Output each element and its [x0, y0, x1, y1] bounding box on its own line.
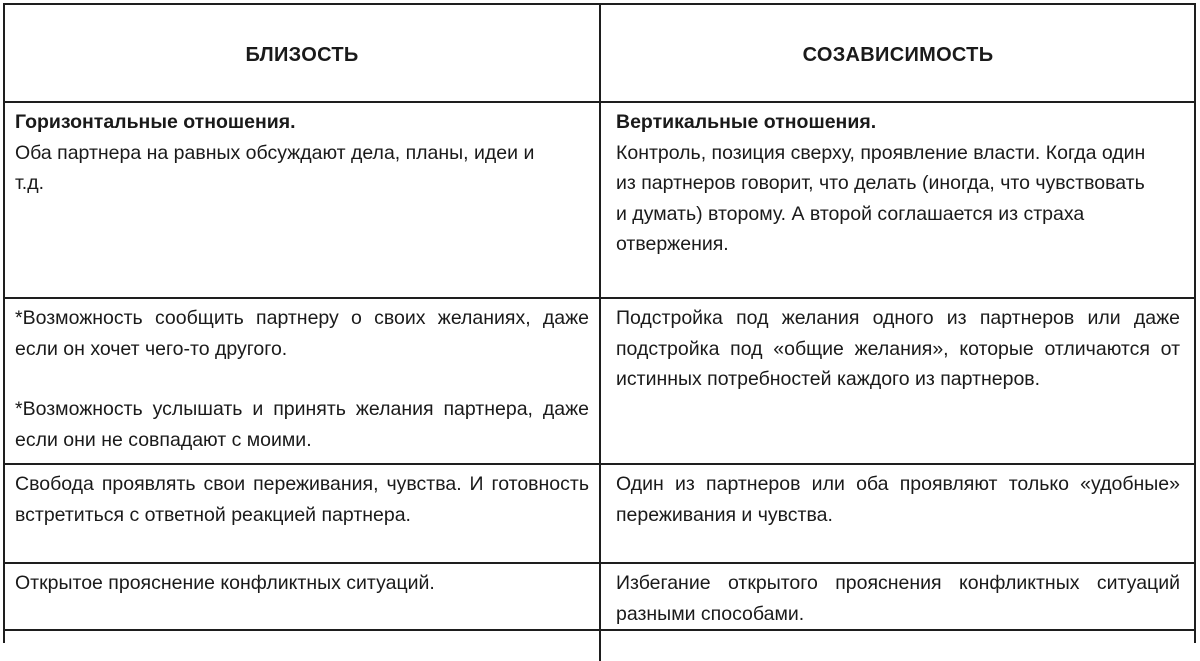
table-header-row [5, 5, 1194, 103]
table-row [5, 465, 1194, 564]
codependency-cell [601, 299, 1194, 463]
cell-text: *Возможность услышать и принять желания партнера, даже если они не совпадают с моими. [15, 398, 589, 451]
closeness-cell [5, 103, 601, 297]
codependency-cell-empty [601, 631, 1194, 661]
cell-title: Вертикальные отношения. [616, 111, 877, 133]
cell-text: Один из партнеров или оба проявляют только «удобные» переживания и чувства. [616, 473, 1180, 526]
cell-text: *Возможность сообщить партнеру о своих желаниях, даже если он хочет чего-то другого. [15, 307, 589, 360]
closeness-cell [5, 465, 601, 562]
table-row [5, 564, 1194, 631]
codependency-cell [601, 103, 1194, 297]
header-codependency-label: СОЗАВИСИМОСТЬ [802, 43, 994, 66]
cell-text: Свобода проявлять свои переживания, чувства. И готовность встретиться с ответной реакцией партнера. [15, 473, 589, 526]
closeness-cell [5, 299, 601, 463]
codependency-cell [601, 465, 1194, 562]
table-row [5, 299, 1194, 465]
codependency-cell [601, 564, 1194, 629]
table-row-partial [5, 631, 1194, 661]
cell-text: Контроль, позиция сверху, проявление власти. Когда один из партнеров говорит, что делать (иногда, что чувствовать и думать) второму. А второй соглашается из страха отвержения. [616, 141, 1146, 255]
closeness-cell-empty [5, 631, 601, 661]
cell-text: Открытое прояснение конфликтных ситуаций. [15, 572, 435, 594]
cell-text: Оба партнера на равных обсуждают дела, планы, идеи и т.д. [15, 141, 535, 194]
comparison-table [3, 3, 1196, 643]
header-closeness-label: БЛИЗОСТЬ [245, 43, 359, 66]
cell-title: Горизонтальные отношения. [15, 111, 296, 133]
cell-text: Подстройка под желания одного из партнеров или даже подстройка под «общие желания», которые отличаются от истинных потребностей каждого из партнеров. [616, 307, 1180, 390]
paragraph-gap [15, 364, 589, 394]
cell-text: Избегание открытого прояснения конфликтных ситуаций разными способами. [616, 572, 1180, 625]
header-cell-codependency [601, 5, 1194, 101]
closeness-cell [5, 564, 601, 629]
header-cell-closeness [5, 5, 601, 101]
table-row [5, 103, 1194, 299]
